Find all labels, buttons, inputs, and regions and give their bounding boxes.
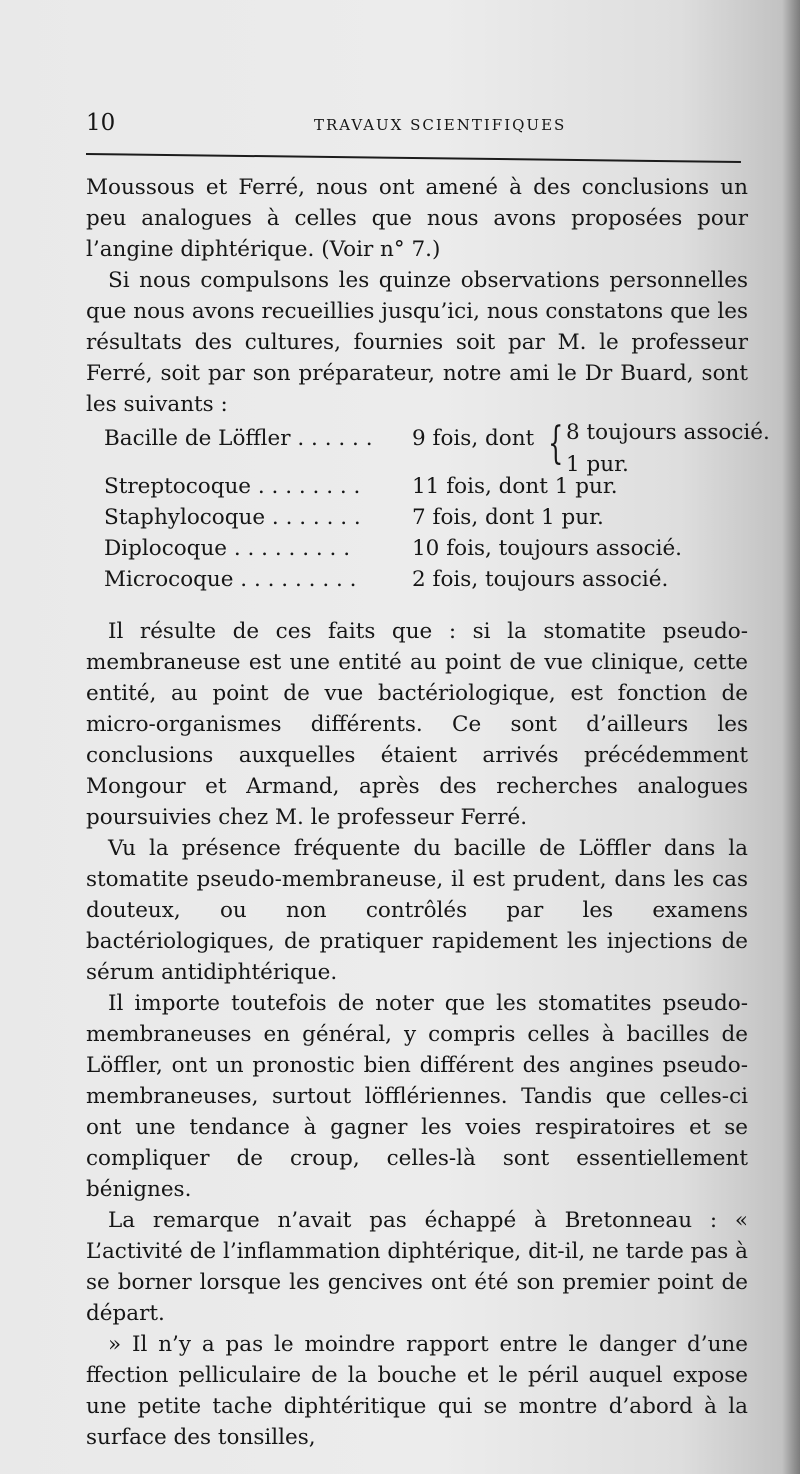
paragraph: Il résulte de ces faits que : si la stomatite pseudo-membraneuse est une entité au point de vue clinique, cette entité, au point de vue bactériologique, est fonction de micro-organismes différents. Ce sont d’ailleurs les conclusions auxquelles étaient arrivés précédemment Mongour et Armand, après des recherches analogues poursuivies chez M. le professeur Ferré. — [86, 619, 748, 830]
paragraph: Si nous compulsons les quinze observations personnelles que nous avons recueillies jusqu’ici, nous constatons que les résultats des cultures, fournies soit par M. le professeur Ferré, soit par son préparateur, notre ami le Dr Buard, sont les suivants : — [86, 268, 748, 417]
table-row — [104, 567, 754, 599]
page-number: 10 — [86, 110, 116, 136]
text-block-top — [86, 172, 748, 420]
organism-name: Bacille de Löffler . . . . . . — [104, 426, 373, 451]
paragraph: Il importe toutefois de noter que les stomatites pseudo-membraneuses en général, y compris celles à bacilles de Löffler, ont un pronostic bien différent des angines pseudo-membraneuses, surtout löfflériennes. Tandis que celles-ci ont une tendance à gagner les voies respiratoires et se compliquer de croup, celles-là sont essentiellement bénignes. — [86, 991, 748, 1202]
text-block-bottom — [86, 616, 748, 1453]
table-row — [104, 536, 754, 568]
occurrence-count: 2 fois, toujours associé. — [412, 567, 669, 592]
paragraph: Moussous et Ferré, nous ont amené à des conclusions un peu analogues à celles que nous avons proposées pour l’angine diphtérique. (Voir n° 7.) — [86, 175, 748, 262]
table-row — [104, 474, 754, 506]
sub-count: 8 toujours associé. — [566, 420, 770, 445]
organism-name: Microcoque . . . . . . . . . — [104, 567, 357, 592]
paragraph: Vu la présence fréquente du bacille de Löffler dans la stomatite pseudo-membraneuse, il est prudent, dans les cas douteux, ou non contrôlés par les examens bactériologiques, de pratiquer rapidement les injections de sérum antidiphtérique. — [86, 836, 748, 985]
page-spine-shadow — [782, 0, 800, 1474]
occurrence-count: 9 fois, dont — [412, 426, 535, 451]
occurrence-count: 7 fois, dont 1 pur. — [412, 505, 604, 530]
page-header — [86, 110, 746, 144]
header-rule — [86, 153, 741, 163]
organism-name: Streptocoque . . . . . . . . — [104, 474, 361, 499]
paragraph: La remarque n’avait pas échappé à Bretonneau : « L’activité de l’inflammation diphtérique, dit-il, ne tarde pas à se borner lorsque les gencives ont été son premier point de départ. — [86, 1208, 748, 1326]
organism-name: Diplocoque . . . . . . . . . — [104, 536, 351, 561]
brace: { — [548, 418, 564, 469]
table-row — [104, 418, 770, 477]
organism-name: Staphylocoque . . . . . . . — [104, 505, 361, 530]
occurrence-count: 10 fois, toujours associé. — [412, 536, 683, 561]
paragraph: » Il n’y a pas le moindre rapport entre le danger d’une ffection pelliculaire de la bouche et le péril auquel expose une petite tache diphtéritique qui se montre d’abord à la surface des tonsilles, — [86, 1332, 748, 1450]
sub-count: 1 pur. — [566, 452, 629, 477]
table-row — [104, 505, 754, 537]
occurrence-count: 11 fois, dont 1 pur. — [412, 474, 618, 499]
running-title: TRAVAUX SCIENTIFIQUES — [314, 116, 567, 134]
